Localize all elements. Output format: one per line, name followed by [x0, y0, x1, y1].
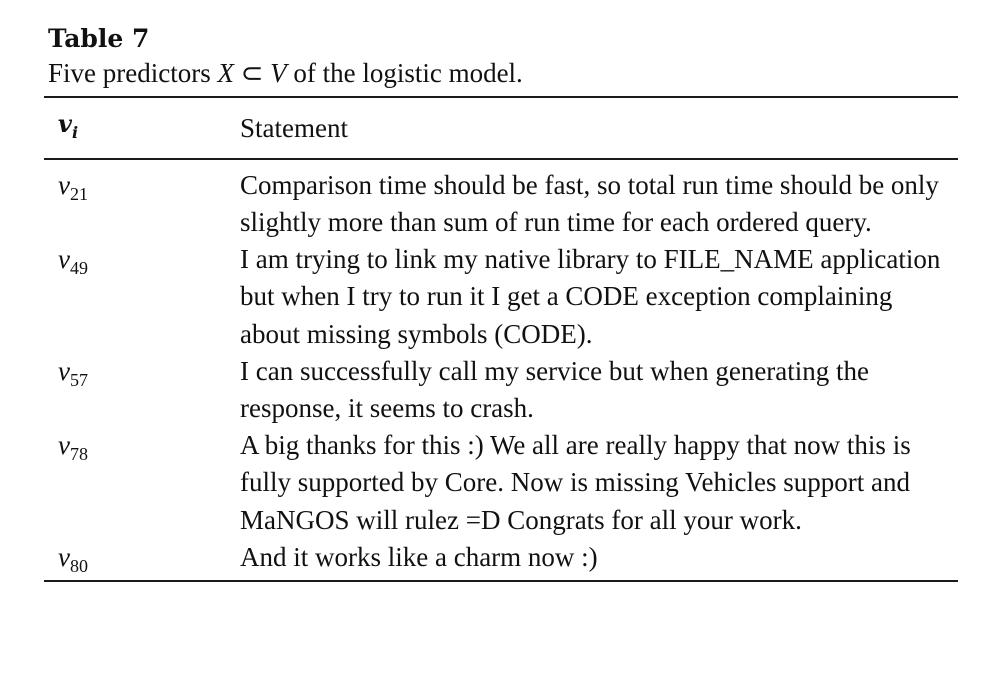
symbol-subscript: 57 [69, 369, 88, 390]
predictors-table [44, 96, 958, 582]
row-statement: And it works like a charm now :) [240, 539, 958, 581]
symbol-letter: v [58, 355, 70, 386]
row-statement: Comparison time should be fast, so total run time should be only slightly more than sum of run time for each ordered query. [240, 169, 939, 237]
row-symbol [44, 353, 240, 427]
table-caption [48, 56, 958, 90]
header-statement: Statement [240, 97, 958, 159]
row-symbol [44, 539, 240, 581]
row-statement: I can successfully call my service but when generating the response, it seems to crash. [240, 355, 870, 424]
table-row [44, 241, 958, 353]
symbol-letter: v [58, 244, 70, 275]
header-symbol-letter: v [58, 109, 72, 138]
row-symbol [44, 241, 240, 353]
row-statement: A big thanks for this :) We all are really happy that now this is fully supported by Core. Now is missing Vehicles support and MaNGOS will rulez =D Congrats for all your work. [240, 430, 911, 535]
row-symbol [44, 427, 240, 539]
header-symbol [44, 97, 240, 159]
header-symbol-subscript: i [71, 122, 79, 142]
caption-math-x: X [217, 58, 234, 88]
row-symbol [44, 159, 240, 241]
table-row [44, 427, 958, 539]
table-block [44, 22, 958, 582]
table-row [44, 353, 958, 427]
caption-suffix: of the logistic model. [286, 58, 523, 88]
symbol-subscript: 78 [69, 444, 88, 465]
table-header-row [44, 97, 958, 159]
symbol-subscript: 49 [69, 258, 88, 279]
symbol-letter: v [58, 541, 70, 572]
table-row [44, 539, 958, 581]
symbol-letter: v [58, 169, 70, 200]
symbol-subscript: 80 [69, 555, 88, 576]
table-row [44, 159, 958, 241]
row-statement: I am trying to link my native library to FILE_NAME application but when I try to run it I get a CODE exception complaining about missing symbols (CODE). [240, 244, 941, 349]
symbol-subscript: 21 [69, 183, 88, 204]
table-label: Table 7 [48, 24, 150, 53]
caption-prefix: Five predictors [48, 58, 218, 88]
symbol-letter: v [58, 430, 70, 461]
caption-math-v: V [270, 58, 287, 88]
caption-subset-symbol: ⊂ [233, 58, 271, 88]
